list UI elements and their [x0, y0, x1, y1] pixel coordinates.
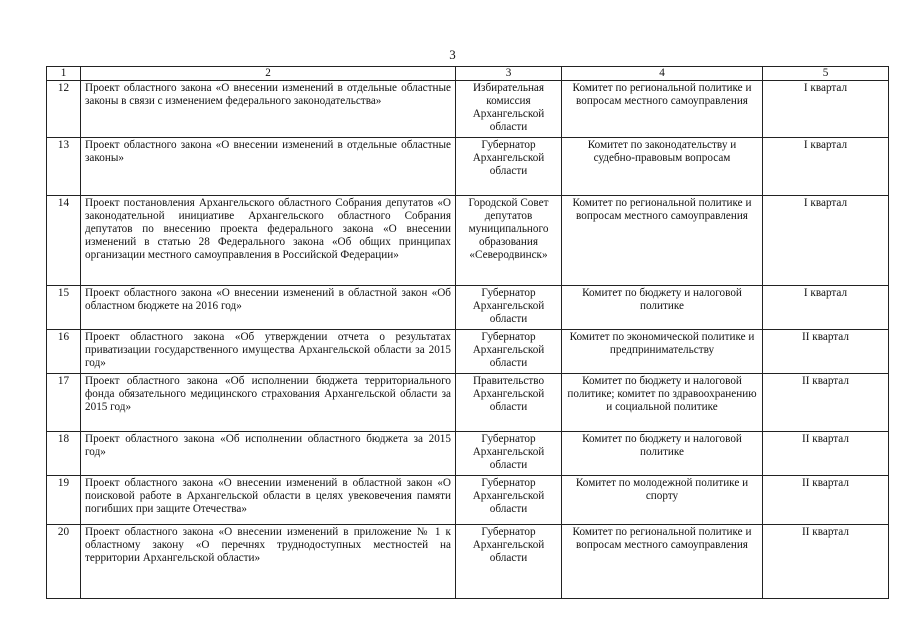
document-title: Проект областного закона «Об исполнении бюджета территориального фонда обязательного медицинского страхования Архангельской области за 2015 год» — [81, 374, 456, 432]
row-number: 15 — [47, 286, 81, 330]
document-title: Проект областного закона «О внесении изменений в областной закон «Об областном бюджете на 2016 год» — [81, 286, 456, 330]
table-row — [47, 81, 889, 138]
row-number: 20 — [47, 525, 81, 599]
period: II квартал — [763, 374, 889, 432]
period: I квартал — [763, 138, 889, 196]
responsible-committee: Комитет по экономической политике и предпринимательству — [562, 330, 763, 374]
column-header: 2 — [81, 67, 456, 81]
row-number: 14 — [47, 196, 81, 286]
responsible-committee: Комитет по бюджету и налоговой политике — [562, 286, 763, 330]
table-row — [47, 196, 889, 286]
row-number: 16 — [47, 330, 81, 374]
row-number: 19 — [47, 476, 81, 525]
responsible-committee: Комитет по молодежной политике и спорту — [562, 476, 763, 525]
table-row — [47, 138, 889, 196]
row-number: 17 — [47, 374, 81, 432]
responsible-committee: Комитет по бюджету и налоговой политике — [562, 432, 763, 476]
initiator: Избирательная комиссия Архангельской области — [456, 81, 562, 138]
document-title: Проект областного закона «О внесении изменений в отдельные областные законы в связи с изменением федерального законодательства» — [81, 81, 456, 138]
initiator: Губернатор Архангельской области — [456, 286, 562, 330]
initiator: Губернатор Архангельской области — [456, 330, 562, 374]
row-number: 12 — [47, 81, 81, 138]
responsible-committee: Комитет по региональной политике и вопросам местного самоуправления — [562, 81, 763, 138]
column-header: 4 — [562, 67, 763, 81]
period: II квартал — [763, 476, 889, 525]
page-number: 3 — [449, 47, 456, 62]
initiator: Губернатор Архангельской области — [456, 525, 562, 599]
table-row — [47, 374, 889, 432]
document-title: Проект областного закона «Об исполнении областного бюджета за 2015 год» — [81, 432, 456, 476]
initiator: Городской Совет депутатов муниципального образования «Северодвинск» — [456, 196, 562, 286]
document-title: Проект постановления Архангельского областного Собрания депутатов «О законодательной инициативе Архангельского областного Собрания депутатов по внесению проекта федерального закона «О внесении изменений в статью 28 Федерального закона «Об общих принципах организации местного самоуправления в Российской Федерации» — [81, 196, 456, 286]
period: II квартал — [763, 525, 889, 599]
column-header: 1 — [47, 67, 81, 81]
period: I квартал — [763, 196, 889, 286]
period: II квартал — [763, 432, 889, 476]
row-number: 18 — [47, 432, 81, 476]
initiator: Правительство Архангельской области — [456, 374, 562, 432]
responsible-committee: Комитет по региональной политике и вопросам местного самоуправления — [562, 196, 763, 286]
responsible-committee: Комитет по законодательству и судебно-правовым вопросам — [562, 138, 763, 196]
period: II квартал — [763, 330, 889, 374]
column-header: 3 — [456, 67, 562, 81]
table-row — [47, 432, 889, 476]
column-number-row — [47, 67, 889, 81]
initiator: Губернатор Архангельской области — [456, 476, 562, 525]
row-number: 13 — [47, 138, 81, 196]
period: I квартал — [763, 286, 889, 330]
initiator: Губернатор Архангельской области — [456, 432, 562, 476]
table-row — [47, 476, 889, 525]
column-header: 5 — [763, 67, 889, 81]
document-title: Проект областного закона «О внесении изменений в областной закон «О поисковой работе в Архангельской области в целях увековечения памяти погибших при защите Отечества» — [81, 476, 456, 525]
period: I квартал — [763, 81, 889, 138]
document-title: Проект областного закона «Об утверждении отчета о результатах приватизации государственного имущества Архангельской области за 2015 год» — [81, 330, 456, 374]
responsible-committee: Комитет по региональной политике и вопросам местного самоуправления — [562, 525, 763, 599]
responsible-committee: Комитет по бюджету и налоговой политике; комитет по здравоохранению и социальной политике — [562, 374, 763, 432]
table-row — [47, 330, 889, 374]
document-title: Проект областного закона «О внесении изменений в отдельные областные законы» — [81, 138, 456, 196]
plan-table — [46, 66, 889, 599]
document-title: Проект областного закона «О внесении изменений в приложение № 1 к областному закону «О перечнях труднодоступных местностей на территории Архангельской области» — [81, 525, 456, 599]
initiator: Губернатор Архангельской области — [456, 138, 562, 196]
table-row — [47, 286, 889, 330]
table-row — [47, 525, 889, 599]
